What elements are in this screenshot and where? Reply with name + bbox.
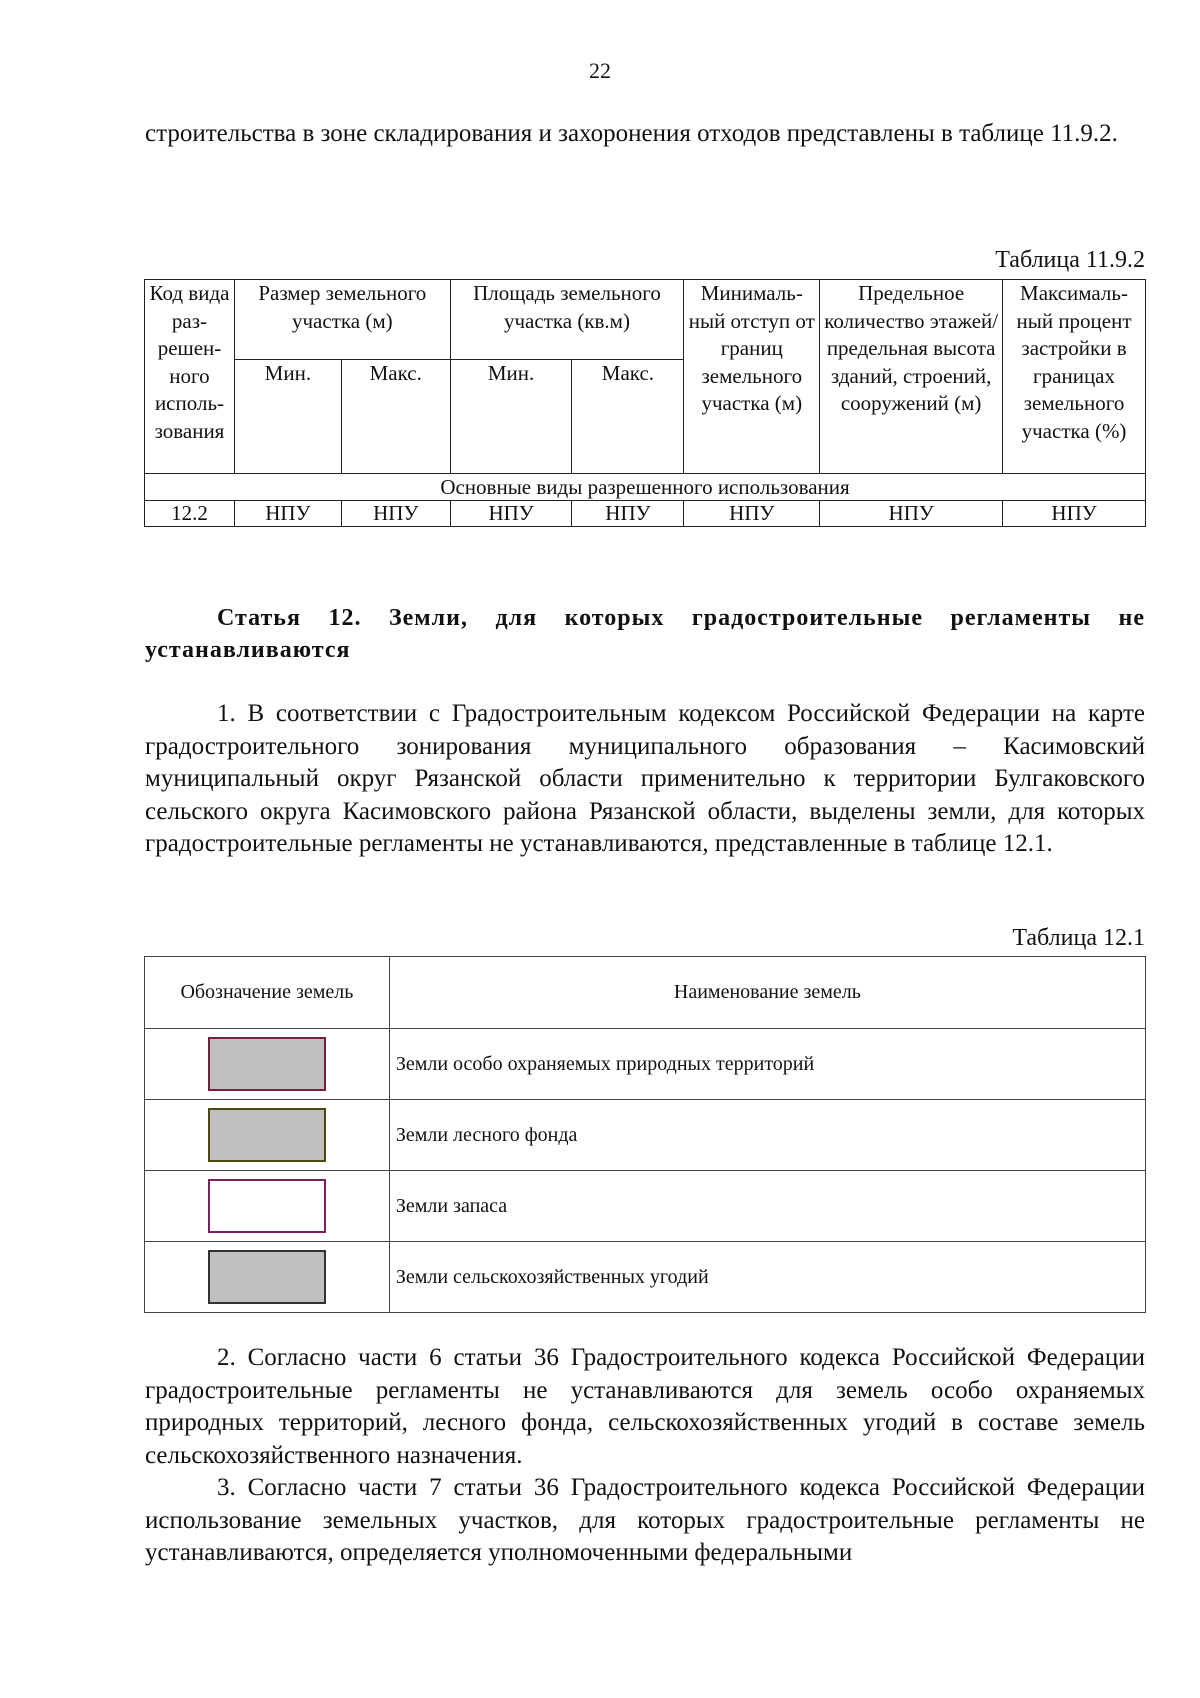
land-name: Земли запаса <box>389 1171 1145 1242</box>
header-name: Наименование земель <box>389 957 1145 1029</box>
paragraph-3: 3. Согласно части 7 статьи 36 Градостроительного кодекса Российской Федерации использование земельных участков, для которых градостроительные регламенты не устанавливаются, определяется уполномоченными федеральными <box>145 1474 1145 1566</box>
table-row <box>145 1242 1146 1313</box>
land-symbol-swatch <box>208 1037 326 1091</box>
table-12-1-caption: Таблица 12.1 <box>1012 925 1145 951</box>
table-row <box>145 1029 1146 1100</box>
header-size-min: Мин. <box>234 360 341 474</box>
header-floors: Предельное количество этажей/ предельная высота зданий, строений, сооружений (м) <box>820 280 1003 474</box>
header-plot-area: Площадь земельного участка (кв.м) <box>450 280 684 360</box>
table-row <box>145 1171 1146 1242</box>
land-name: Земли сельскохозяйственных угодий <box>389 1242 1145 1313</box>
cell-size-min: НПУ <box>234 501 341 527</box>
cell-area-min: НПУ <box>450 501 572 527</box>
header-max-percent: Максималь-ный процент застройки в границах земельного участка (%) <box>1003 280 1146 474</box>
paragraph-1: 1. В соответствии с Градостроительным кодексом Российской Федерации на карте градостроительного зонирования муниципального образования – Касимовский муниципальный округ Рязанской области применительно к территории Булгаковского сельского округа Касимовского района Рязанской области, выделены земли, для которых градостроительные регламенты не устанавливаются, представленные в таблице 12.1. <box>145 700 1145 857</box>
header-plot-size: Размер земельного участка (м) <box>234 280 450 360</box>
header-symbol: Обозначение земель <box>145 957 390 1029</box>
intro-paragraph: строительства в зоне складирования и захоронения отходов представлены в таблице 11.9.2. <box>145 120 1118 147</box>
header-size-max: Макс. <box>341 360 450 474</box>
land-symbol-swatch <box>208 1250 326 1304</box>
table-row <box>145 501 1146 527</box>
header-area-min: Мин. <box>450 360 572 474</box>
cell-size-max: НПУ <box>341 501 450 527</box>
cell-floors: НПУ <box>820 501 1003 527</box>
land-symbol-swatch <box>208 1179 326 1233</box>
table-11-9-2 <box>144 279 1146 527</box>
header-min-setback: Минималь-ный отступ от границ земельного участка (м) <box>684 280 820 474</box>
land-name: Земли особо охраняемых природных территорий <box>389 1029 1145 1100</box>
table-row <box>145 1100 1146 1171</box>
header-code: Код вида раз-решен-ного исполь-зования <box>145 280 235 474</box>
land-symbol-swatch <box>208 1108 326 1162</box>
paragraph-2: 2. Согласно части 6 статьи 36 Градостроительного кодекса Российской Федерации градостроительные регламенты не устанавливаются для земель особо охраняемых природных территорий, лесного фонда, сельскохозяйственных угодий в составе земель сельскохозяйственного назначения. <box>145 1344 1145 1469</box>
header-area-max: Макс. <box>572 360 684 474</box>
cell-area-max: НПУ <box>572 501 684 527</box>
page-number: 22 <box>589 58 611 83</box>
cell-min-setback: НПУ <box>684 501 820 527</box>
section-label: Основные виды разрешенного использования <box>145 474 1146 501</box>
article-heading: Статья 12. Земли, для которых градостроительные регламенты не устанавливаются <box>145 605 1145 663</box>
table-12-1 <box>144 956 1146 1313</box>
table-11-9-2-caption: Таблица 11.9.2 <box>995 247 1145 273</box>
cell-max-percent: НПУ <box>1003 501 1146 527</box>
cell-code: 12.2 <box>145 501 235 527</box>
land-name: Земли лесного фонда <box>389 1100 1145 1171</box>
